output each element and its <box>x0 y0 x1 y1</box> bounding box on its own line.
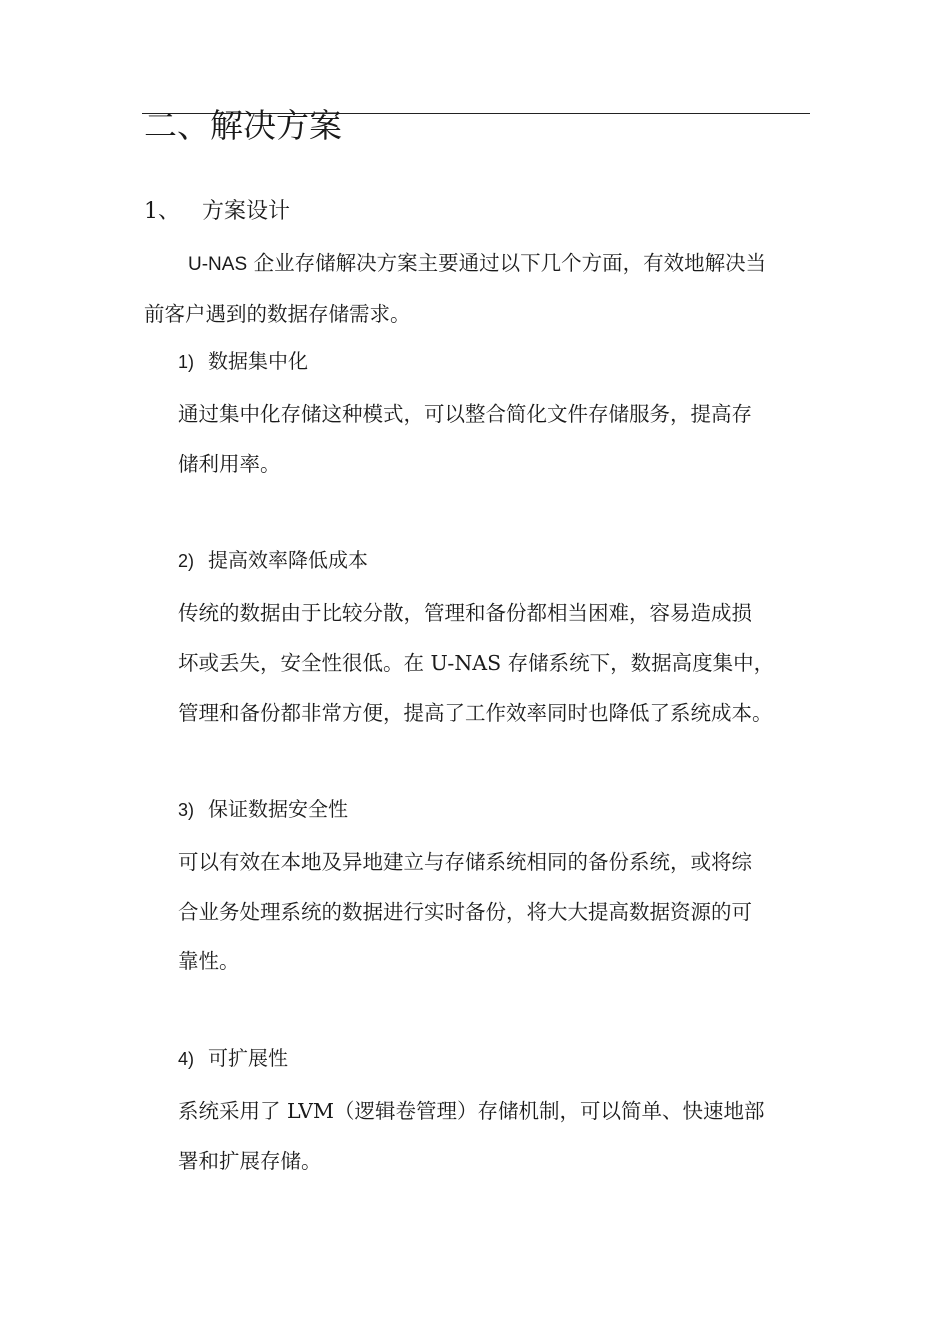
item-3-line-3: 靠性。 <box>178 949 240 973</box>
item-1-line-2: 储利用率。 <box>178 452 281 476</box>
item-2-line-2: 坏或丢失，安全性很低。在 U-NAS 存储系统下，数据高度集中， <box>178 651 775 675</box>
item-3-line-1: 可以有效在本地及异地建立与存储系统相同的备份系统，或将综 <box>178 850 752 874</box>
section-title: 方案设计 <box>202 199 291 224</box>
intro-line-1: U-NAS 企业存储解决方案主要通过以下几个方面，有效地解决当 <box>188 251 767 275</box>
item-2-line-1: 传统的数据由于比较分散，管理和备份都相当困难，容易造成损 <box>178 601 752 625</box>
item-4-line-1: 系统采用了 LVM（逻辑卷管理）存储机制，可以简单、快速地部 <box>178 1099 765 1123</box>
intro-line-2: 前客户遇到的数据存储需求。 <box>144 302 411 326</box>
item-heading-3: 3) 保证数据安全性 <box>178 797 348 821</box>
page-heading: 二、解决方案 <box>144 106 342 145</box>
item-heading-4: 4) 可扩展性 <box>178 1046 288 1070</box>
item-1-line-1: 通过集中化存储这种模式，可以整合简化文件存储服务，提高存 <box>178 402 752 426</box>
item-4-line-2: 署和扩展存储。 <box>178 1149 322 1173</box>
intro-product-name: U-NAS <box>188 254 248 275</box>
item-3-line-2: 合业务处理系统的数据进行实时备份，将大大提高数据资源的可 <box>178 900 752 924</box>
item-2-line-3: 管理和备份都非常方便，提高了工作效率同时也降低了系统成本。 <box>178 701 773 725</box>
item-heading-2: 2) 提高效率降低成本 <box>178 548 368 572</box>
section-heading <box>144 196 290 228</box>
section-number: 1、 <box>144 199 180 224</box>
item-heading-1: 1) 数据集中化 <box>178 349 308 373</box>
